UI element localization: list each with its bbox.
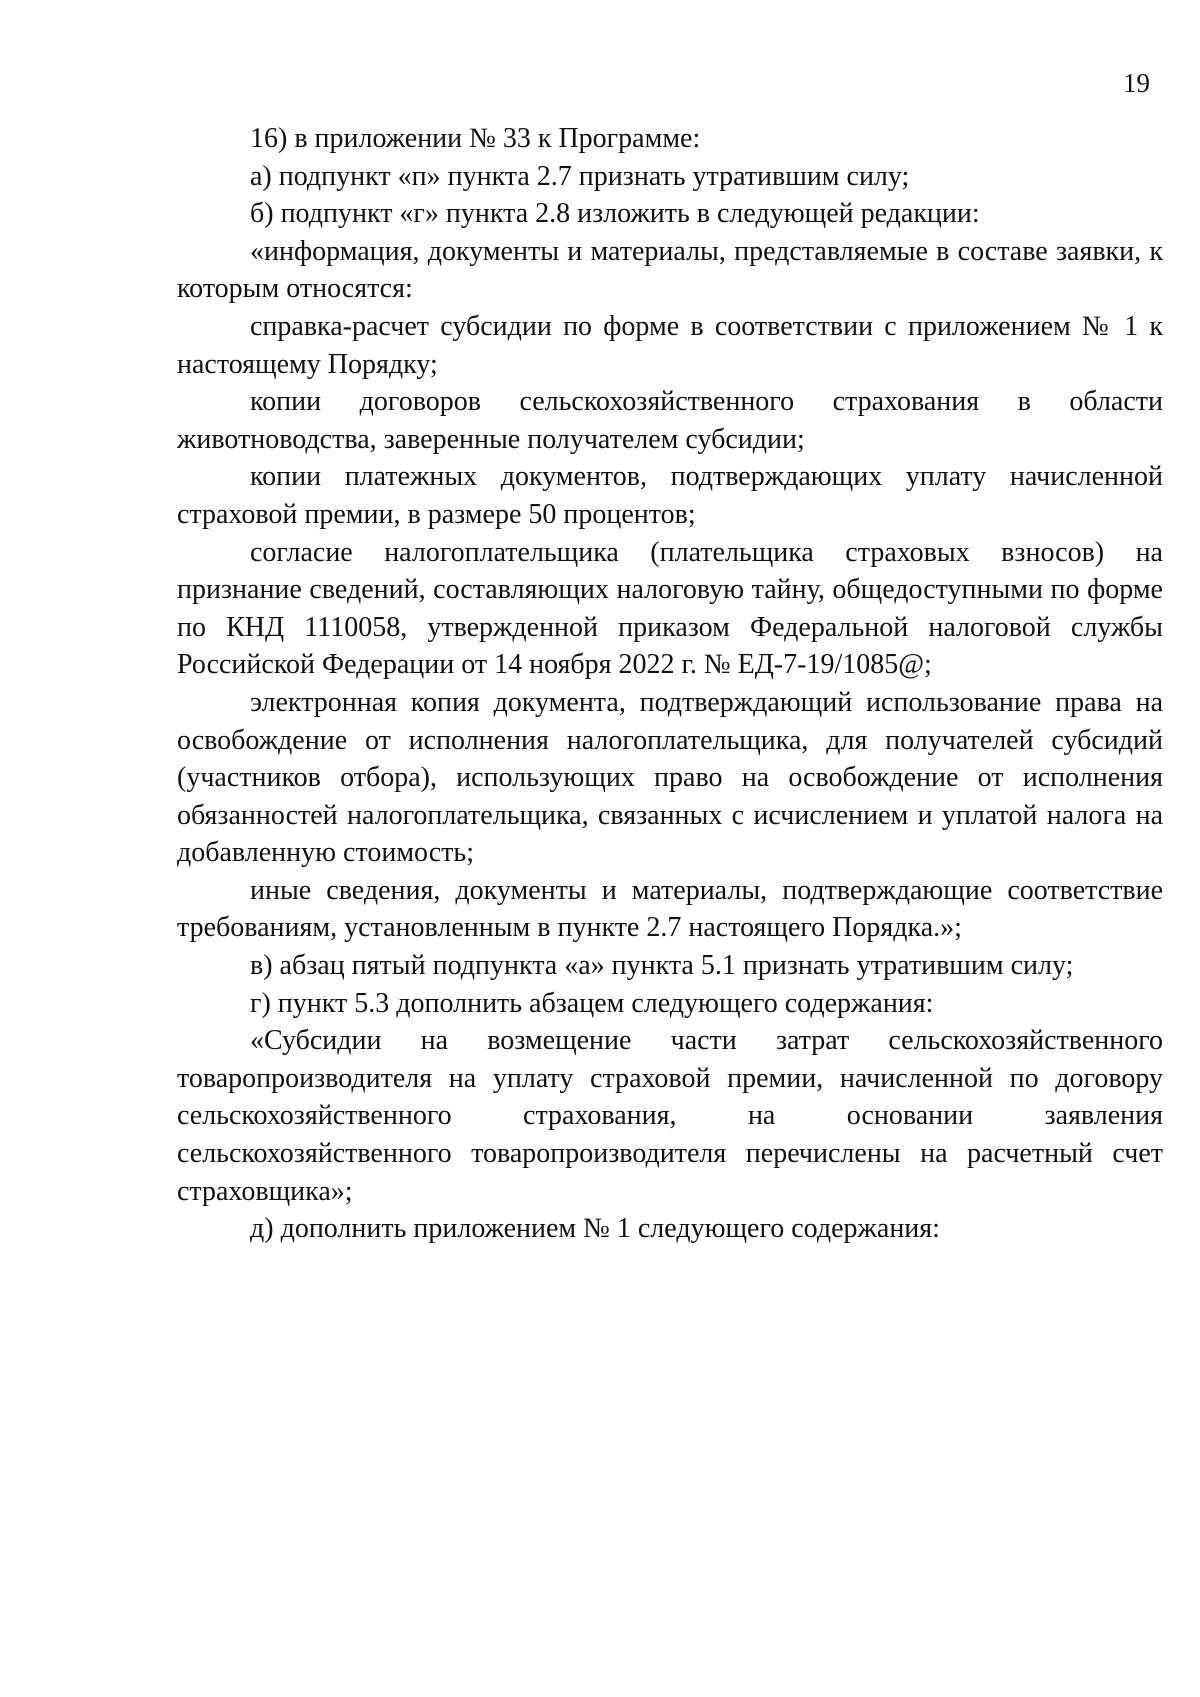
paragraph: согласие налогоплательщика (плательщика страховых взносов) на признание сведений, составляющих налоговую тайну, общедоступными по форме по КНД 1110058, утвержденной приказом Федеральной налоговой службы Российской Федерации от 14 ноября 2022 г. № ЕД-7-19/1085@; (177, 536, 1163, 681)
paragraph: в) абзац пятый подпункта «а» пункта 5.1 признать утратившим силу; (250, 950, 1074, 982)
paragraph: «Субсидии на возмещение части затрат сельскохозяйственного товаропроизводителя на уплату страховой премии, начисленной по договору сельскохозяйственного страхования, на основании заявления сельскохозяйственного товаропроизводителя перечислены на расчетный счет страховщика»; (177, 1025, 1163, 1207)
paragraph: б) подпункт «г» пункта 2.8 изложить в следующей редакции: (250, 198, 980, 230)
paragraph: справка-расчет субсидии по форме в соответствии с приложением № 1 к настоящему Порядку; (177, 310, 1163, 380)
paragraph: а) подпункт «п» пункта 2.7 признать утратившим силу; (250, 160, 910, 192)
paragraph: «информация, документы и материалы, представляемые в составе заявки, к которым относятся: (177, 235, 1163, 305)
paragraph: иные сведения, документы и материалы, подтверждающие соответствие требованиям, установленным в пункте 2.7 настоящего Порядка.»; (177, 874, 1163, 944)
paragraph: г) пункт 5.3 дополнить абзацем следующего содержания: (250, 987, 934, 1019)
paragraph: электронная копия документа, подтверждающий использование права на освобождение от исполнения налогоплательщика, для получателей субсидий (участников отбора), использующих право на освобождение от исполнения обязанностей налогоплательщика, связанных с исчислением и уплатой налога на добавленную стоимость; (177, 686, 1163, 869)
page-number: 19 (1123, 68, 1150, 98)
paragraph: копии договоров сельскохозяйственного страхования в области животноводства, заверенные получателем субсидии; (177, 386, 1163, 455)
paragraph: копии платежных документов, подтверждающих уплату начисленной страховой премии, в размере 50 процентов; (177, 461, 1163, 530)
document-body (177, 120, 1163, 1248)
paragraph: д) дополнить приложением № 1 следующего содержания: (250, 1213, 940, 1245)
paragraph: 16) в приложении № 33 к Программе: (250, 123, 701, 154)
